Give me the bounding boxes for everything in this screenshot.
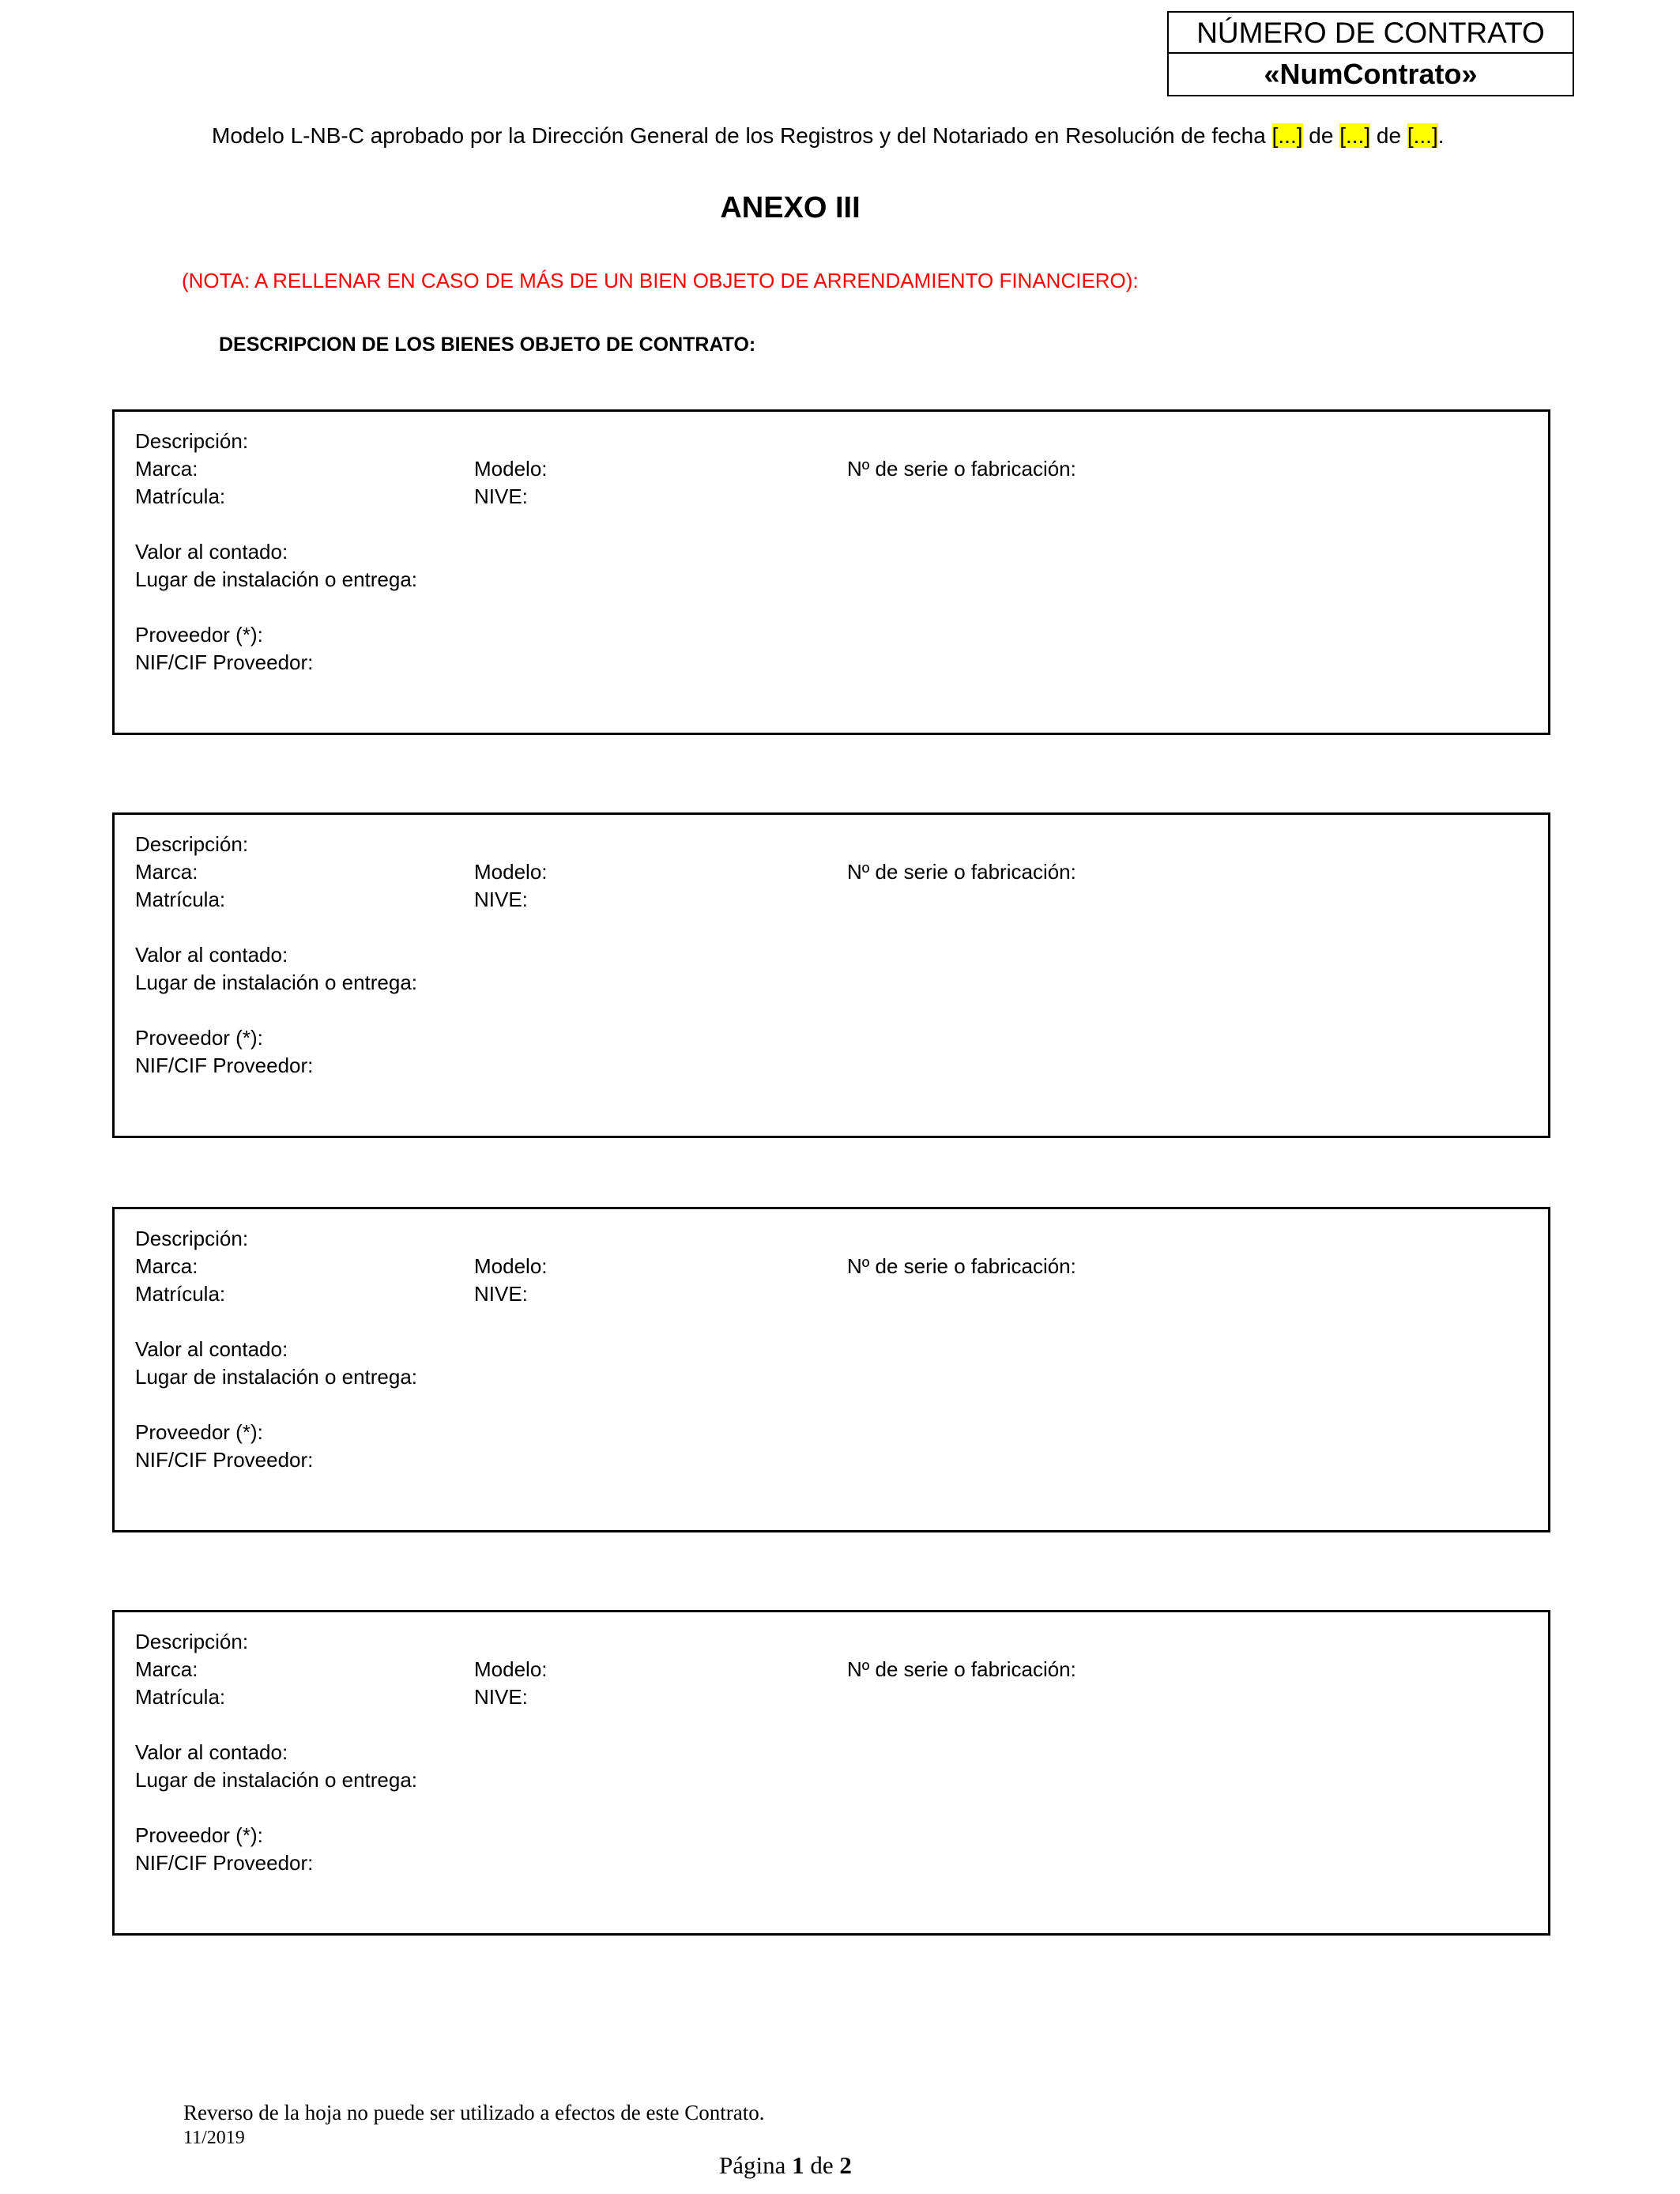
field-proveedor: Proveedor (*): [135,1026,263,1050]
field-modelo: Modelo: [474,1657,548,1681]
field-serie: Nº de serie o fabricación: [847,1657,1076,1681]
field-nive: NIVE: [474,888,528,911]
modelo-period: . [1437,123,1445,148]
field-lugar: Lugar de instalación o entrega: [135,971,418,994]
date-placeholder-month: [...] [1339,123,1371,148]
modelo-separator: de [1370,123,1407,148]
section-heading: DESCRIPCION DE LOS BIENES OBJETO DE CONTRATO: [219,334,756,356]
date-placeholder-year: [...] [1407,123,1438,148]
field-serie: Nº de serie o fabricación: [847,860,1076,884]
field-valor: Valor al contado: [135,1337,288,1361]
page-number [719,2151,852,2180]
field-modelo: Modelo: [474,1254,548,1278]
field-descripcion: Descripción: [135,429,249,453]
field-nif: NIF/CIF Proveedor: [135,1851,314,1875]
field-marca: Marca: [135,1657,198,1681]
page-current: 1 [792,2151,804,2179]
field-nive: NIVE: [474,484,528,508]
field-modelo: Modelo: [474,457,548,481]
field-matricula: Matrícula: [135,1282,226,1306]
field-proveedor: Proveedor (*): [135,1420,263,1444]
page-of: de [804,2151,840,2179]
field-matricula: Matrícula: [135,1685,226,1709]
asset-box-4 [112,1610,1550,1936]
date-placeholder-day: [...] [1271,123,1303,148]
field-marca: Marca: [135,860,198,884]
contract-number-label: NÚMERO DE CONTRATO [1169,13,1573,54]
note-text: (NOTA: A RELLENAR EN CASO DE MÁS DE UN BIEN OBJETO DE ARRENDAMIENTO FINANCIERO): [182,269,1139,292]
field-proveedor: Proveedor (*): [135,623,263,647]
page-label: Página [719,2151,793,2179]
page-total: 2 [839,2151,852,2179]
field-matricula: Matrícula: [135,888,226,911]
asset-box-3 [112,1207,1550,1532]
field-nif: NIF/CIF Proveedor: [135,1448,314,1472]
contract-number-value: «NumContrato» [1264,58,1478,90]
field-lugar: Lugar de instalación o entrega: [135,567,418,591]
footer-note: Reverso de la hoja no puede ser utilizado a efectos de este Contrato. [183,2101,765,2124]
asset-box-1 [112,409,1550,735]
field-lugar: Lugar de instalación o entrega: [135,1768,418,1792]
field-descripcion: Descripción: [135,1630,249,1653]
field-valor: Valor al contado: [135,943,288,967]
annex-title: ANEXO III [720,191,861,224]
field-descripcion: Descripción: [135,832,249,856]
contract-number-box [1167,11,1574,96]
field-nive: NIVE: [474,1685,528,1709]
footer-date: 11/2019 [183,2128,245,2148]
field-nive: NIVE: [474,1282,528,1306]
modelo-separator: de [1302,123,1340,148]
field-lugar: Lugar de instalación o entrega: [135,1365,418,1389]
field-descripcion: Descripción: [135,1227,249,1250]
field-serie: Nº de serie o fabricación: [847,1254,1076,1278]
field-proveedor: Proveedor (*): [135,1823,263,1847]
field-marca: Marca: [135,457,198,481]
field-marca: Marca: [135,1254,198,1278]
field-nif: NIF/CIF Proveedor: [135,650,314,674]
field-modelo: Modelo: [474,860,548,884]
field-valor: Valor al contado: [135,1740,288,1764]
field-nif: NIF/CIF Proveedor: [135,1054,314,1077]
field-valor: Valor al contado: [135,540,288,564]
field-matricula: Matrícula: [135,484,226,508]
asset-box-2 [112,812,1550,1138]
modelo-approval-line [212,123,1445,149]
field-serie: Nº de serie o fabricación: [847,457,1076,481]
modelo-text: Modelo L-NB-C aprobado por la Dirección General de los Registros y del Notariado en Resolución de fecha [212,123,1272,148]
